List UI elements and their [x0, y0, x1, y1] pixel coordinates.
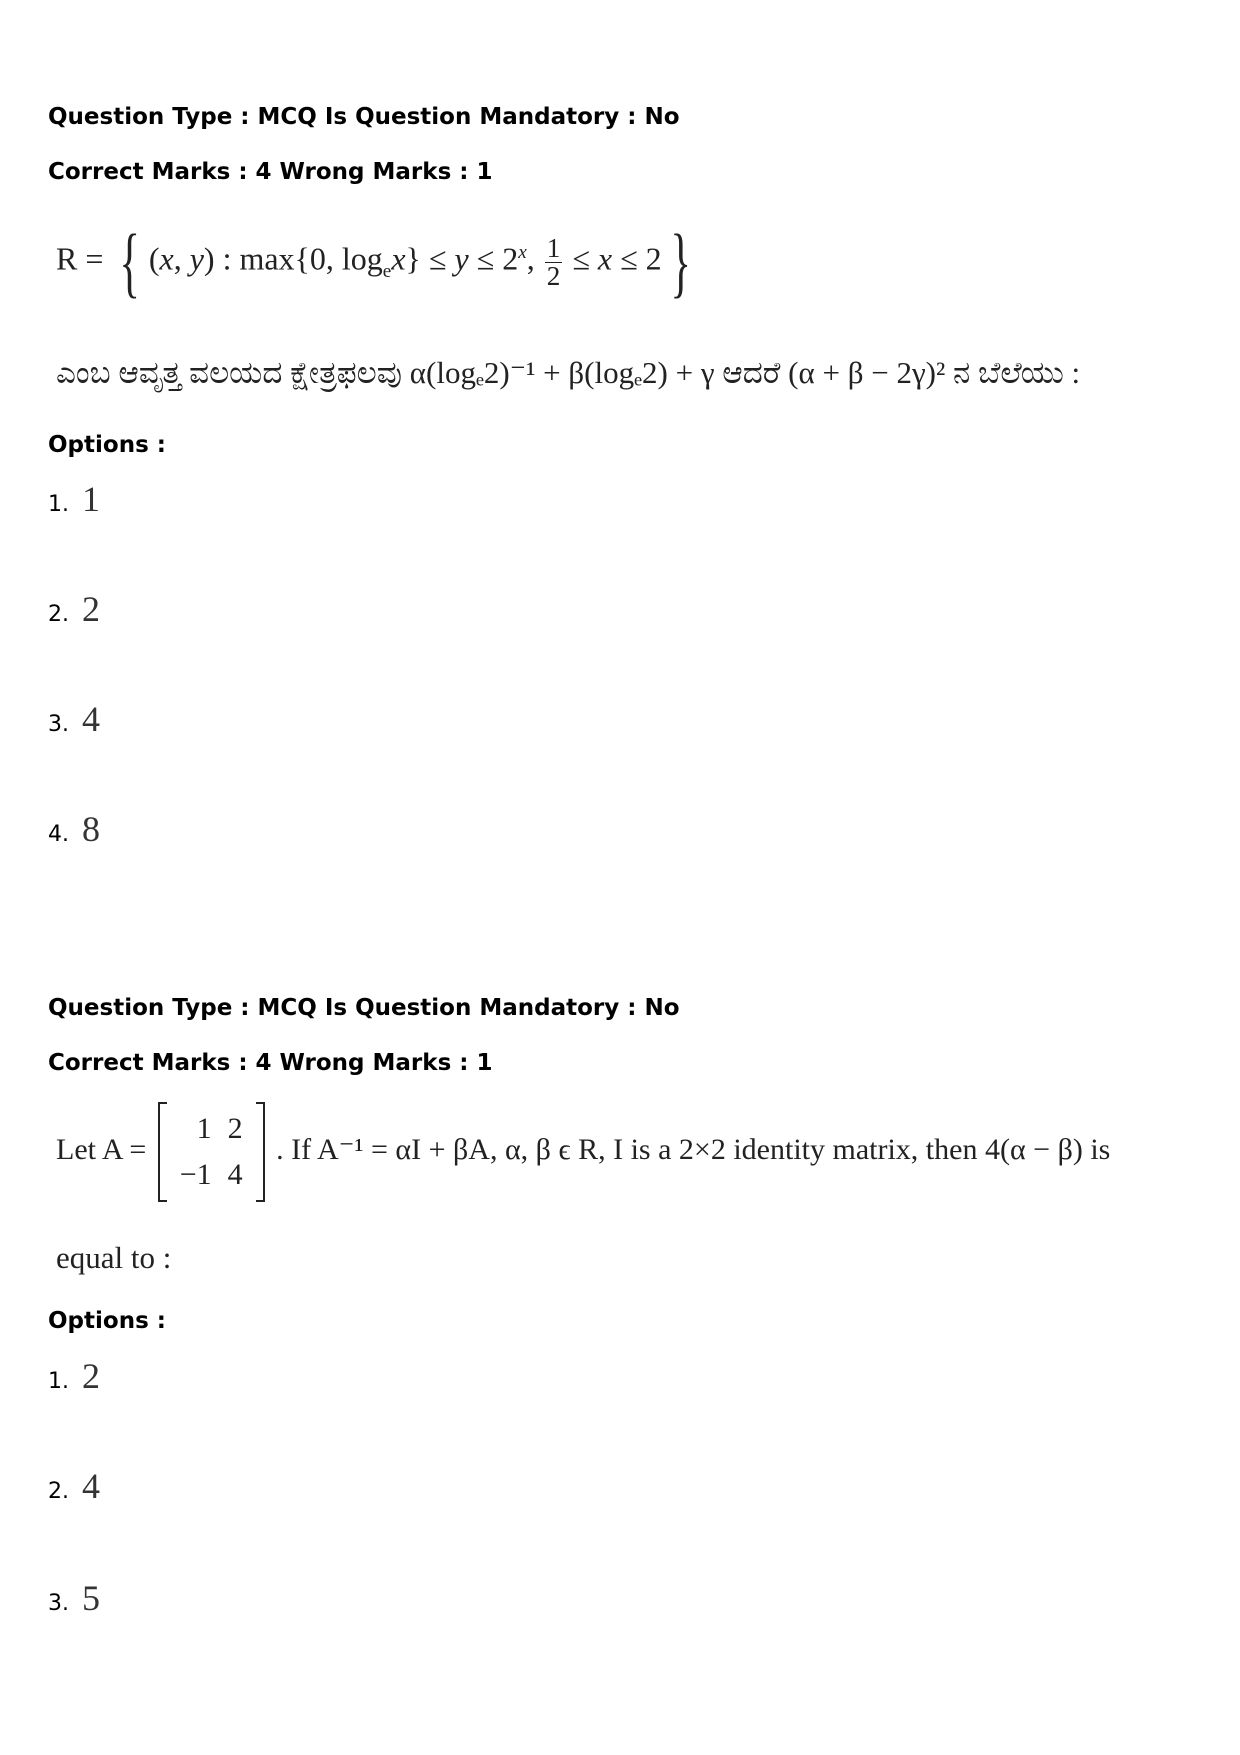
options-heading: Options : [48, 1308, 166, 1334]
marks-line: Correct Marks : 4 Wrong Marks : 1 [48, 159, 493, 185]
option-number: 2. [48, 602, 69, 627]
matrix-cell: −1 [179, 1158, 212, 1192]
matrix-cell: 4 [227, 1158, 243, 1192]
question-line-2: equal to : [56, 1240, 172, 1275]
option-number: 3. [48, 1591, 69, 1616]
option-value: 2 [82, 589, 100, 629]
matrix-cell: 1 [196, 1112, 212, 1146]
option-value: 1 [82, 479, 100, 519]
question-text: ಎಂಬ ಆವೃತ್ತ ವಲಯದ ಕ್ಷೇತ್ರಫಲವು α(logₑ2)⁻¹ + β(logₑ2) + γ ಆದರೆ (α + β − 2γ)² ನ ಬೆಲೆಯು : [56, 355, 1081, 390]
option-number: 1. [48, 492, 69, 517]
matrix-cell: 2 [227, 1112, 243, 1146]
option-value: 4 [82, 699, 100, 739]
question-type-line: Question Type : MCQ Is Question Mandatory : No [48, 995, 680, 1021]
option-number: 3. [48, 712, 69, 737]
set-definition-render: R = { (x, y) : max{0, $\log_ex\} \le y \le 2^x$, $\frac{1}{2}$ ≤ x ≤ 2 } [56, 218, 691, 306]
question-type-line: Question Type : MCQ Is Question Mandatory : No [48, 104, 680, 130]
option-number: 1. [48, 1369, 69, 1394]
option-number: 4. [48, 822, 69, 847]
set-definition [56, 208, 691, 306]
option-value: 5 [82, 1578, 100, 1618]
matrix-a [158, 1106, 265, 1198]
option-value: 2 [82, 1356, 100, 1396]
marks-line: Correct Marks : 4 Wrong Marks : 1 [48, 1050, 493, 1076]
question-suffix: . If A⁻¹ = αI + βA, α, β ϵ R, I is a 2×2 identity matrix, then 4(α − β) is [276, 1133, 1111, 1166]
option-value: 8 [82, 809, 100, 849]
question-line-1 [56, 1100, 1110, 1200]
question-prefix: Let A = [56, 1133, 147, 1166]
option-number: 2. [48, 1479, 69, 1504]
options-heading: Options : [48, 432, 166, 458]
option-value: 4 [82, 1466, 100, 1506]
